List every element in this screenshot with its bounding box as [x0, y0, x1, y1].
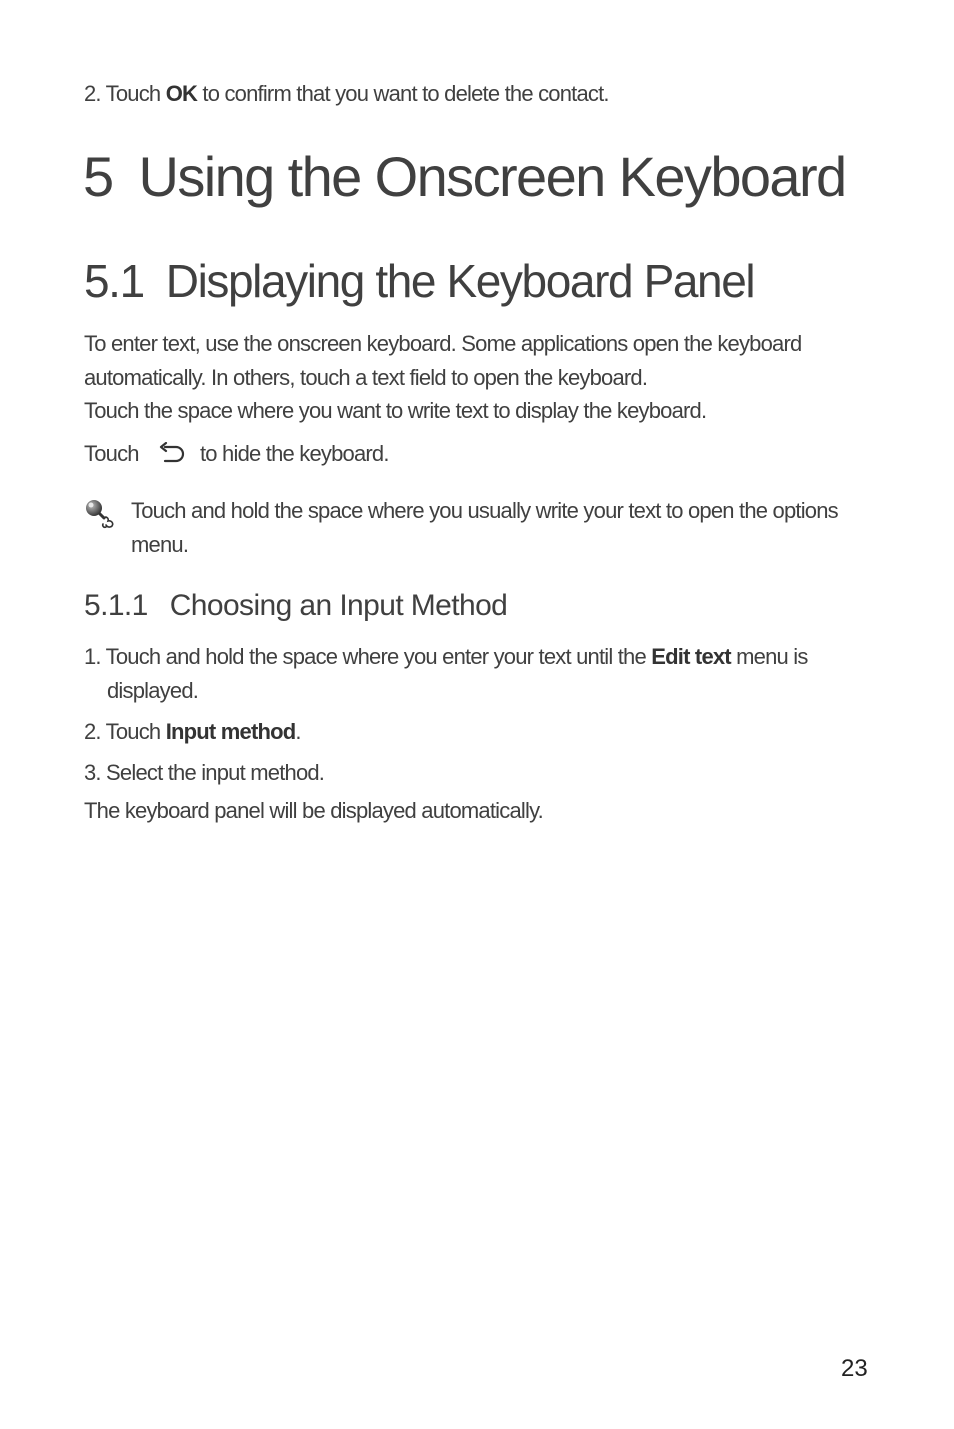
step-2-input-method-label: Input method: [165, 719, 296, 744]
chapter-title: Using the Onscreen Keyboard: [138, 145, 846, 208]
step-1-edit-text-label: Edit text: [651, 644, 731, 669]
chapter-number: 5: [83, 145, 113, 208]
step-1: [84, 640, 808, 674]
previous-step-prefix: 2. Touch: [84, 81, 166, 106]
step-1-continuation: displayed.: [107, 678, 199, 703]
section-title: Displaying the Keyboard Panel: [165, 255, 755, 307]
intro-line-3: Touch the space where you want to write text to display the keyboard.: [84, 398, 707, 423]
back-arrow-icon: [157, 442, 187, 466]
result-text: The keyboard panel will be displayed automatically.: [84, 798, 543, 823]
subsection-heading: [84, 588, 507, 624]
step-1-suffix: menu is: [730, 644, 808, 669]
hide-keyboard-before: Touch: [84, 441, 139, 466]
step-2: [84, 715, 301, 749]
subsection-title: Choosing an Input Method: [169, 589, 508, 622]
section-heading: [84, 254, 754, 308]
subsection-number: 5.1.1: [84, 589, 148, 622]
previous-step-ok-label: OK: [165, 81, 198, 106]
tip-line-1: Touch and hold the space where you usually write your text to open the options: [131, 498, 838, 523]
step-2-suffix: .: [295, 719, 301, 744]
chapter-heading: [83, 145, 846, 209]
tip-magnifier-icon: [84, 498, 118, 530]
step-2-prefix: 2. Touch: [84, 719, 166, 744]
step-1-prefix: 1. Touch and hold the space where you enter your text until the: [84, 644, 652, 669]
intro-line-2: automatically. In others, touch a text field to open the keyboard.: [84, 365, 648, 390]
step-3: 3. Select the input method.: [84, 760, 325, 785]
intro-line-1: To enter text, use the onscreen keyboard. Some applications open the keyboard: [84, 331, 802, 356]
section-number: 5.1: [84, 255, 144, 307]
previous-step-suffix: to confirm that you want to delete the contact.: [197, 81, 609, 106]
hide-keyboard-after: to hide the keyboard.: [200, 441, 389, 466]
page-number: 23: [841, 1355, 868, 1382]
previous-step: [84, 77, 609, 111]
tip-line-2: menu.: [131, 532, 189, 557]
